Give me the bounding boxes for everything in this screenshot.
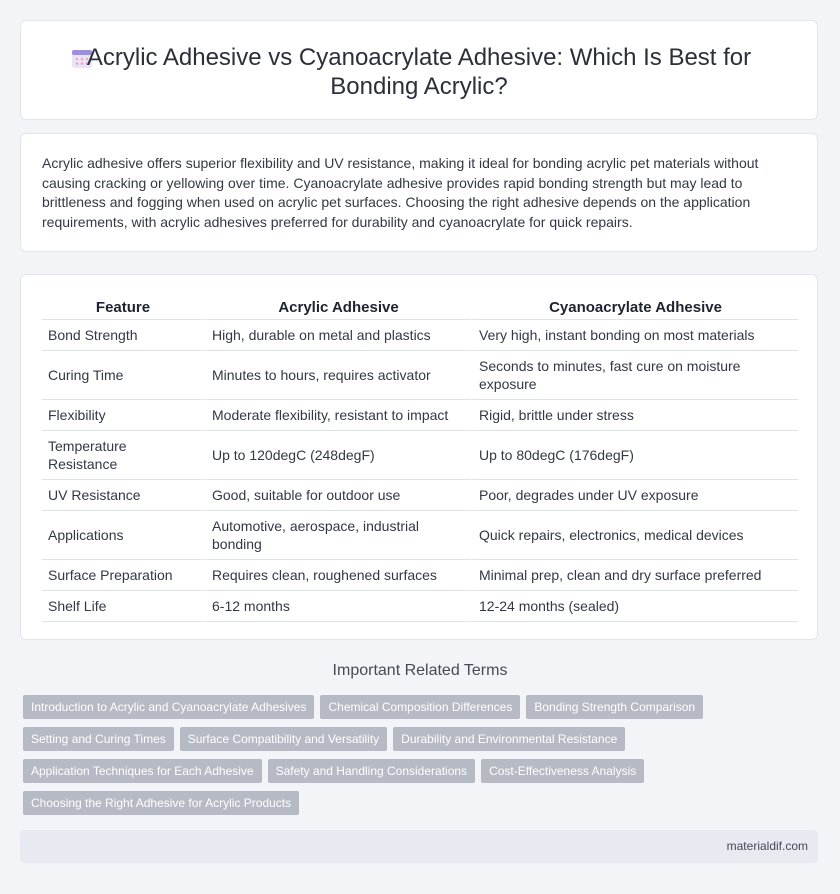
- related-term-tag[interactable]: Introduction to Acrylic and Cyanoacrylate Adhesives: [23, 695, 314, 719]
- table-row: [42, 560, 798, 591]
- table-cell: Bond Strength: [42, 320, 204, 351]
- comparison-table-card: [20, 274, 818, 640]
- footer: [20, 830, 818, 863]
- related-term-tag[interactable]: Cost-Effectiveness Analysis: [481, 759, 644, 783]
- table-header-row: [42, 296, 798, 320]
- table-row: [42, 511, 798, 560]
- page-title: [21, 43, 817, 101]
- table-cell: Up to 120degC (248degF): [204, 431, 471, 480]
- table-cell: Curing Time: [42, 351, 204, 400]
- related-term-tag[interactable]: Choosing the Right Adhesive for Acrylic Products: [23, 791, 299, 815]
- table-cell: Automotive, aerospace, industrial bonding: [204, 511, 471, 560]
- related-term-tag[interactable]: Safety and Handling Considerations: [268, 759, 475, 783]
- table-cell: Requires clean, roughened surfaces: [204, 560, 471, 591]
- table-cell: Up to 80degC (176degF): [471, 431, 798, 480]
- summary-card: [20, 133, 818, 252]
- table-cell: Quick repairs, electronics, medical devices: [471, 511, 798, 560]
- table-cell: Seconds to minutes, fast cure on moisture exposure: [471, 351, 798, 400]
- footer-site-link[interactable]: materialdif.com: [726, 839, 808, 853]
- table-cell: Very high, instant bonding on most materials: [471, 320, 798, 351]
- table-cell: 6-12 months: [204, 591, 471, 622]
- table-header-feature: Feature: [42, 296, 204, 320]
- table-cell: Flexibility: [42, 400, 204, 431]
- related-term-tag[interactable]: Surface Compatibility and Versatility: [180, 727, 387, 751]
- table-cell: 12-24 months (sealed): [471, 591, 798, 622]
- table-row: [42, 591, 798, 622]
- table-cell: Moderate flexibility, resistant to impact: [204, 400, 471, 431]
- table-row: [42, 400, 798, 431]
- table-cell: Rigid, brittle under stress: [471, 400, 798, 431]
- table-row: [42, 480, 798, 511]
- table-row: [42, 351, 798, 400]
- table-row: [42, 320, 798, 351]
- table-cell: Surface Preparation: [42, 560, 204, 591]
- page-title-line-2: Bonding Acrylic?: [330, 73, 508, 100]
- table-cell: UV Resistance: [42, 480, 204, 511]
- related-term-tag[interactable]: Chemical Composition Differences: [320, 695, 520, 719]
- related-terms-tags: [23, 695, 813, 823]
- related-term-tag[interactable]: Bonding Strength Comparison: [526, 695, 703, 719]
- table-cell: Shelf Life: [42, 591, 204, 622]
- table-row: [42, 431, 798, 480]
- related-terms-heading: Important Related Terms: [332, 662, 508, 679]
- summary-text: Acrylic adhesive offers superior flexibility and UV resistance, making it ideal for bonding acrylic pet materials without causing cracking or yellowing over time. Cyanoacrylate adhesive provides rapid bonding strength but may lead to brittleness and fogging when used on acrylic pet surfaces. Choosing the right adhesive depends on the application requirements, with acrylic adhesives preferred for durability and cyanoacrylate for quick repairs.: [42, 155, 759, 230]
- comparison-table: [42, 296, 798, 622]
- table-cell: Good, suitable for outdoor use: [204, 480, 471, 511]
- table-cell: High, durable on metal and plastics: [204, 320, 471, 351]
- table-cell: Minutes to hours, requires activator: [204, 351, 471, 400]
- table-header-cyanoacrylate: Cyanoacrylate Adhesive: [471, 296, 798, 320]
- title-card: [20, 20, 818, 120]
- table-cell: Poor, degrades under UV exposure: [471, 480, 798, 511]
- table-header-acrylic: Acrylic Adhesive: [204, 296, 471, 320]
- table-cell: Temperature Resistance: [42, 431, 204, 480]
- related-term-tag[interactable]: Durability and Environmental Resistance: [393, 727, 625, 751]
- table-cell: Applications: [42, 511, 204, 560]
- page-title-line-1: Acrylic Adhesive vs Cyanoacrylate Adhesive: Which Is Best for: [86, 44, 752, 71]
- related-term-tag[interactable]: Setting and Curing Times: [23, 727, 174, 751]
- related-term-tag[interactable]: Application Techniques for Each Adhesive: [23, 759, 262, 783]
- table-cell: Minimal prep, clean and dry surface preferred: [471, 560, 798, 591]
